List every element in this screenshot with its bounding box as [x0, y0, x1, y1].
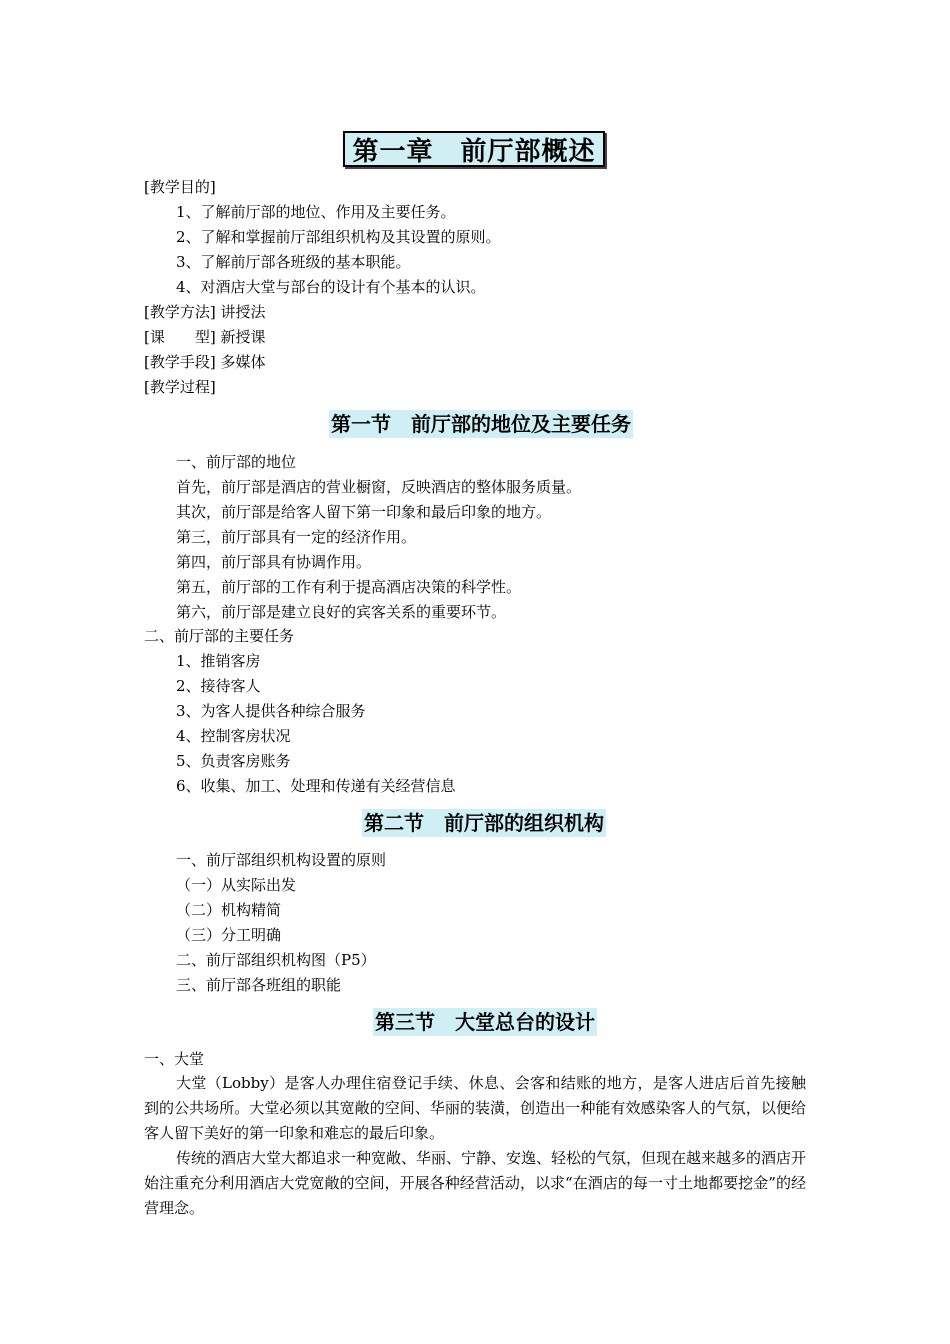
section3-title: 第三节 大堂总台的设计 — [375, 1010, 595, 1034]
status-point: 首先，前厅部是酒店的营业橱窗，反映酒店的整体服务质量。 — [176, 478, 582, 496]
lesson-type: [课 型] 新授课 — [144, 328, 266, 346]
status-point: 第六，前厅部是建立良好的宾客关系的重要环节。 — [176, 603, 507, 621]
tasks-heading: 二、前厅部的主要任务 — [144, 627, 295, 645]
teaching-process-label: [教学过程] — [144, 378, 216, 396]
status-point: 第四，前厅部具有协调作用。 — [176, 553, 372, 571]
status-point: 其次，前厅部是给客人留下第一印象和最后印象的地方。 — [176, 503, 552, 521]
structure-item: 三、前厅部各班组的职能 — [176, 976, 342, 994]
teaching-means: [教学手段] 多媒体 — [144, 353, 266, 371]
task-item: 5、负责客房账务 — [176, 752, 291, 770]
section1-title: 第一节 前厅部的地位及主要任务 — [331, 412, 631, 436]
goal-item: 4、对酒店大堂与部台的设计有个基本的认识。 — [176, 278, 486, 296]
lobby-paragraph-1: 大堂（Lobby）是客人办理住宿登记手续、休息、会客和结账的地方，是客人进店后首先接触到的公共场所。大堂必须以其宽敞的空间、华丽的装潢，创造出一种能有效感染客人的气氛，以便给客人留下美好的第一印象和难忘的最后印象。 — [144, 1074, 806, 1142]
goal-item: 2、了解和掌握前厅部组织机构及其设置的原则。 — [176, 228, 501, 246]
structure-item: （一）从实际出发 — [176, 876, 297, 894]
task-item: 4、控制客房状况 — [176, 727, 291, 745]
section2-title: 第二节 前厅部的组织机构 — [364, 811, 604, 835]
status-point: 第五，前厅部的工作有利于提高酒店决策的科学性。 — [176, 578, 522, 596]
structure-item: （三）分工明确 — [176, 926, 282, 944]
chapter-title: 第一章 前厅部概述 — [343, 131, 605, 167]
status-heading: 一、前厅部的地位 — [176, 453, 297, 471]
task-item: 2、接待客人 — [176, 677, 261, 695]
structure-item: （二）机构精简 — [176, 901, 282, 919]
status-point: 第三，前厅部具有一定的经济作用。 — [176, 528, 417, 546]
teaching-method: [教学方法] 讲授法 — [144, 303, 266, 321]
task-item: 6、收集、加工、处理和传递有关经营信息 — [176, 777, 456, 795]
goal-item: 1、了解前厅部的地位、作用及主要任务。 — [176, 203, 456, 221]
lobby-paragraph-2: 传统的酒店大堂大都追求一种宽敞、华丽、宁静、安逸、轻松的气氛，但现在越来越多的酒店开始注重充分利用酒店大党宽敞的空间，开展各种经营活动，以求“在酒店的每一寸土地都要挖金”的经营理念。 — [144, 1149, 807, 1217]
goal-item: 3、了解前厅部各班级的基本职能。 — [176, 253, 411, 271]
goals-label: [教学目的] — [144, 178, 216, 196]
structure-item: 二、前厅部组织机构图（P5） — [176, 951, 376, 969]
task-item: 1、推销客房 — [176, 652, 261, 670]
task-item: 3、为客人提供各种综合服务 — [176, 702, 366, 720]
structure-item: 一、前厅部组织机构设置的原则 — [176, 851, 387, 869]
lobby-heading: 一、大堂 — [144, 1050, 205, 1068]
